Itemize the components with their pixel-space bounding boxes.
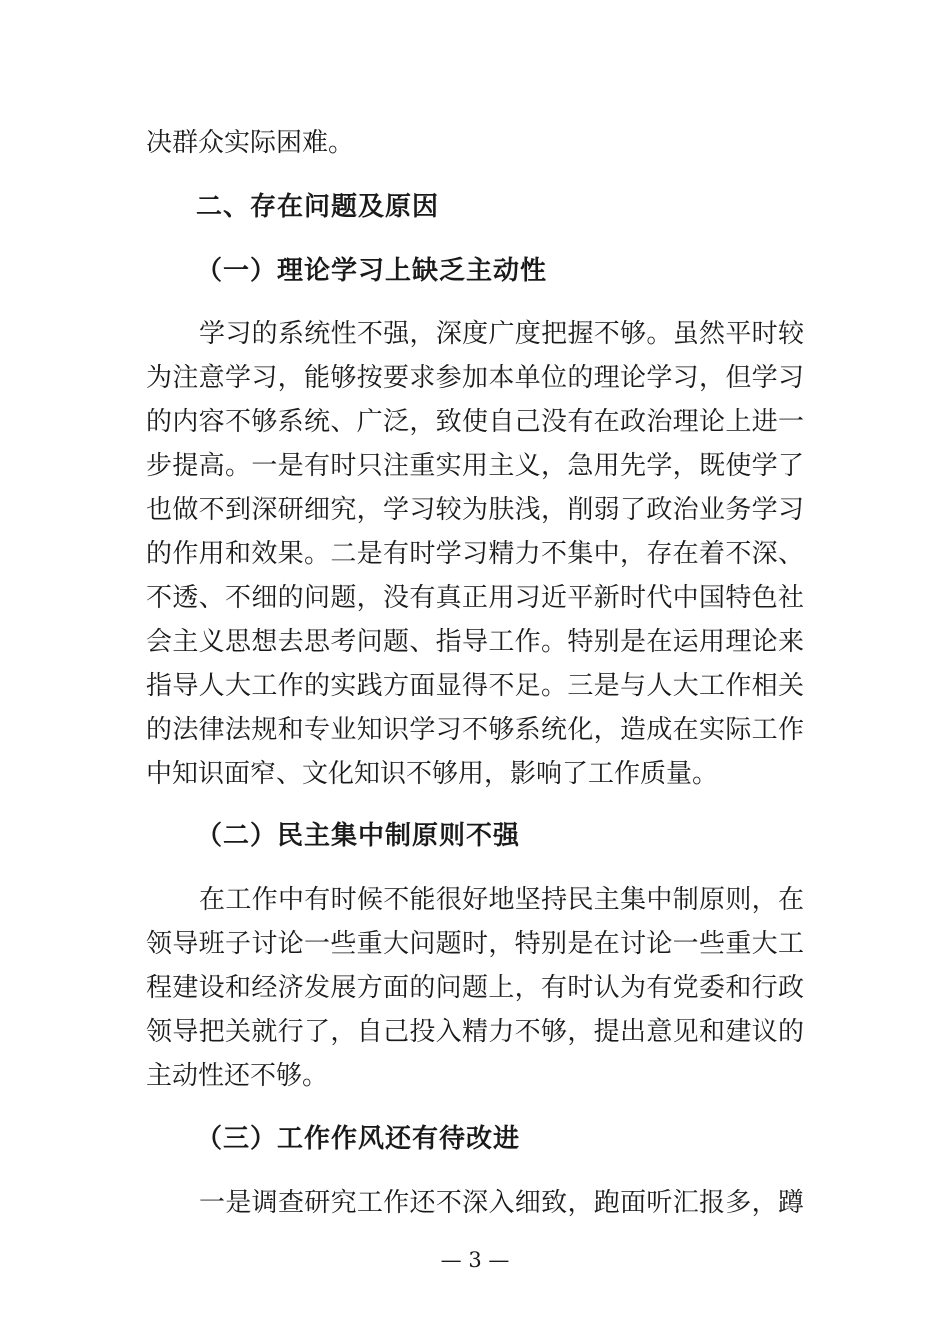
paragraph-line: 决群众实际困难。 <box>146 128 355 158</box>
paragraph-line: 学习的系统性不强，深度广度把握不够。虽然平时较 <box>199 319 804 349</box>
paragraph-line: 领导把关就行了，自己投入精力不够，提出意见和建议的 <box>146 1017 804 1047</box>
paragraph-line: 指导人大工作的实践方面显得不足。三是与人大工作相关 <box>146 671 804 701</box>
subsection-heading: （一）理论学习上缺乏主动性 <box>196 256 548 286</box>
paragraph-line: 程建设和经济发展方面的问题上，有时认为有党委和行政 <box>146 973 804 1003</box>
section-heading: 二、存在问题及原因 <box>196 192 440 222</box>
paragraph-line: 在工作中有时候不能很好地坚持民主集中制原则，在 <box>199 885 804 915</box>
paragraph-line: 的内容不够系统、广泛，致使自己没有在政治理论上进一 <box>146 407 804 437</box>
paragraph-line: 步提高。一是有时只注重实用主义，急用先学，既使学了 <box>146 451 804 481</box>
subsection-heading: （二）民主集中制原则不强 <box>196 821 521 851</box>
paragraph-line: 会主义思想去思考问题、指导工作。特别是在运用理论来 <box>146 627 804 657</box>
paragraph-line: 一是调查研究工作还不深入细致，跑面听汇报多，蹲 <box>199 1188 804 1218</box>
paragraph-line: 的法律法规和专业知识学习不够系统化，造成在实际工作 <box>146 715 804 745</box>
paragraph-line: 主动性还不够。 <box>146 1061 329 1091</box>
paragraph-line: 为注意学习，能够按要求参加本单位的理论学习，但学习 <box>146 363 804 393</box>
paragraph-line: 也做不到深研细究，学习较为肤浅，削弱了政治业务学习 <box>146 495 804 525</box>
paragraph-line: 不透、不细的问题，没有真正用习近平新时代中国特色社 <box>146 583 804 613</box>
subsection-heading: （三）工作作风还有待改进 <box>196 1124 521 1154</box>
paragraph-line: 的作用和效果。二是有时学习精力不集中，存在着不深、 <box>146 539 804 569</box>
paragraph-line: 中知识面窄、文化知识不够用，影响了工作质量。 <box>146 759 719 789</box>
paragraph-line: 领导班子讨论一些重大问题时，特别是在讨论一些重大工 <box>146 929 804 959</box>
page-number: — 3 — <box>440 1248 510 1272</box>
